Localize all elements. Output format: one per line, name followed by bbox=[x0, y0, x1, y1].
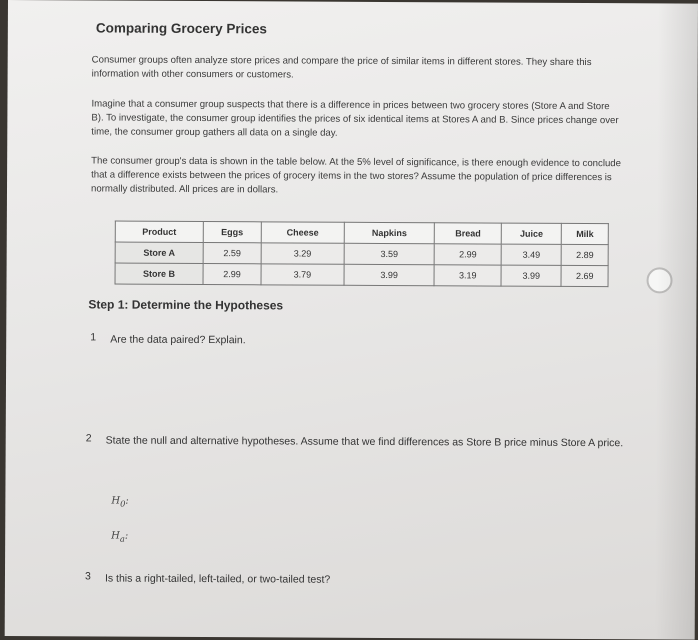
alt-h-letter: H bbox=[111, 530, 120, 542]
paper-shadow bbox=[655, 3, 698, 639]
question-text: State the null and alternative hypotheses. Assume that we find differences as Store B price minus Store A price. bbox=[105, 434, 624, 450]
table-header: Eggs bbox=[203, 222, 261, 243]
table-cell: 2.89 bbox=[561, 244, 608, 265]
table-cell: 2.59 bbox=[203, 243, 261, 264]
question-text: Is this a right-tailed, left-tailed, or two-tailed test? bbox=[104, 572, 331, 586]
table-cell: 2.99 bbox=[203, 264, 261, 285]
table-header-row bbox=[115, 221, 608, 245]
alt-h-subscript: a bbox=[119, 533, 125, 544]
table-cell: 2.99 bbox=[434, 244, 501, 265]
page-title: Comparing Grocery Prices bbox=[95, 20, 267, 37]
table-row bbox=[115, 263, 608, 287]
step-heading: Step 1: Determine the Hypotheses bbox=[88, 297, 284, 313]
table-cell: 3.99 bbox=[501, 265, 561, 286]
question-paragraph: The consumer group's data is shown in the table below. At the 5% level of significance, is there enough evidence to conclude that a difference exists between the prices of grocery items in the two stores? Assume the population of price differences is normally distributed. All prices are in dollars. bbox=[90, 155, 622, 196]
table-cell: 3.59 bbox=[344, 243, 435, 264]
table-cell: 2.69 bbox=[561, 265, 608, 286]
null-h-letter: H bbox=[111, 495, 121, 507]
scenario-paragraph: Imagine that a consumer group suspects that there is a difference in prices between two grocery stores (Store A and Store B). To investigate, the consumer group identifies the prices of six identical items at Stores A and B. Since prices change over time, the consumer group gathers all data on a single day. bbox=[91, 98, 619, 139]
worksheet-page bbox=[5, 0, 698, 640]
question-number: 1 bbox=[90, 331, 97, 344]
table-header: Juice bbox=[501, 223, 561, 244]
table-header: Milk bbox=[562, 223, 609, 244]
alt-hypothesis-label: $H_a$: bbox=[111, 530, 129, 544]
row-label: Store A bbox=[115, 242, 203, 263]
question-number: 2 bbox=[85, 432, 92, 445]
table-cell: 3.79 bbox=[261, 264, 344, 285]
table-header: Bread bbox=[435, 223, 502, 244]
table-row bbox=[115, 242, 608, 266]
table-header: Napkins bbox=[344, 222, 435, 243]
table-cell: 3.19 bbox=[434, 265, 501, 286]
question-number: 3 bbox=[84, 570, 91, 583]
row-label: Store B bbox=[115, 263, 203, 284]
question-text: Are the data paired? Explain. bbox=[110, 333, 246, 347]
table-cell: 3.99 bbox=[344, 264, 435, 285]
table-cell: 3.49 bbox=[501, 244, 561, 265]
table-header: Product bbox=[115, 221, 203, 242]
null-h-subscript: 0 bbox=[120, 498, 126, 509]
null-hypothesis-label: $H_0$: bbox=[111, 495, 129, 509]
price-table bbox=[115, 221, 609, 288]
intro-paragraph: Consumer groups often analyze store prices and compare the price of similar items in different stores. They share this information with other consumers or customers. bbox=[91, 54, 592, 81]
table-cell: 3.29 bbox=[261, 243, 344, 264]
table-header: Cheese bbox=[261, 222, 344, 243]
